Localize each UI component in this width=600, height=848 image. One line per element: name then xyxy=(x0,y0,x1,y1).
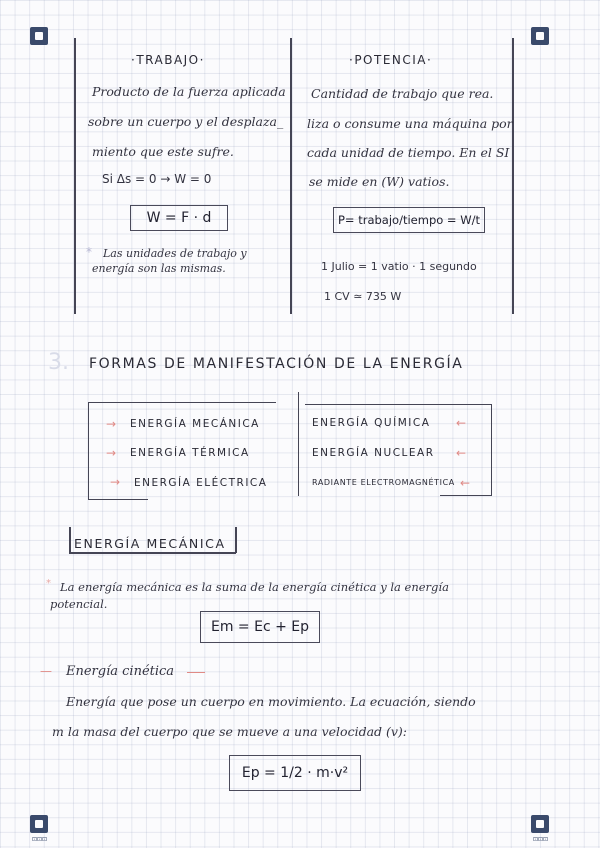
corner-mark-top-left xyxy=(30,27,48,45)
mecanica-line-2: potencial. xyxy=(50,597,108,611)
form-left-item: ENERGÍA MECÁNICA xyxy=(130,418,260,430)
mecanica-title-box-right xyxy=(235,527,237,553)
arrow-right-icon: → xyxy=(106,446,117,460)
mecanica-title: ENERGÍA MECÁNICA xyxy=(74,536,226,551)
cinetica-line-1: Energía que pose un cuerpo en movimiento. La ecuación, siendo xyxy=(66,694,476,709)
mecanica-bullet: * xyxy=(46,578,51,589)
potencia-equivalence-2: 1 CV ≃ 735 W xyxy=(324,290,402,303)
potencia-heading: ·POTENCIA· xyxy=(349,53,433,67)
trabajo-note-line-2: energía son las mismas. xyxy=(92,262,226,275)
form-left-item: ENERGÍA TÉRMICA xyxy=(130,447,250,459)
box-right-border xyxy=(512,38,514,314)
forms-bracket-right-bottom xyxy=(440,495,492,496)
cinetica-title-rule xyxy=(187,672,205,673)
potencia-line-4: se mide en (W) vatios. xyxy=(309,174,450,189)
corner-mark-bottom-left xyxy=(30,815,48,833)
forms-bracket-right-side xyxy=(491,404,492,496)
form-right-item: ENERGÍA NUCLEAR xyxy=(312,447,435,459)
trabajo-note-line-1: Las unidades de trabajo y xyxy=(103,247,247,260)
trabajo-line-1: Producto de la fuerza aplicada xyxy=(92,84,286,99)
trabajo-heading: ·TRABAJO· xyxy=(131,53,205,67)
section-number: 3. xyxy=(48,350,69,375)
corner-label-bottom-right: ⊡⊡⊡ xyxy=(533,836,549,843)
corner-label-bottom-left: ⊡⊡⊡ xyxy=(32,836,48,843)
potencia-line-3: cada unidad de tiempo. En el SI xyxy=(307,145,510,160)
cinetica-formula: Ep = 1/2 · m·v² xyxy=(229,755,361,791)
trabajo-condition: Si Δs = 0 → W = 0 xyxy=(102,172,212,186)
forms-bracket-left-top xyxy=(88,402,276,403)
section-title: FORMAS DE MANIFESTACIÓN DE LA ENERGÍA xyxy=(89,356,464,372)
forms-divider xyxy=(298,392,299,496)
cinetica-title: Energía cinética xyxy=(66,664,175,679)
potencia-formula: P= trabajo/tiempo = W/t xyxy=(333,207,485,233)
trabajo-formula: W = F · d xyxy=(130,205,228,231)
potencia-line-2: liza o consume una máquina por xyxy=(307,116,513,131)
form-right-item: RADIANTE ELECTROMAGNÉTICA xyxy=(312,478,455,487)
arrow-right-icon: → xyxy=(106,417,117,431)
box-left-border xyxy=(74,38,76,314)
potencia-line-1: Cantidad de trabajo que rea. xyxy=(311,86,494,101)
trabajo-note-star: * xyxy=(86,245,92,259)
form-right-item: ENERGÍA QUÍMICA xyxy=(312,417,431,429)
cinetica-dash-left: — xyxy=(40,664,52,678)
forms-bracket-right-top xyxy=(305,404,491,405)
trabajo-line-2: sobre un cuerpo y el desplaza_ xyxy=(88,114,284,129)
form-left-item: ENERGÍA ELÉCTRICA xyxy=(134,477,268,489)
arrow-left-icon: ← xyxy=(460,476,471,490)
arrow-left-icon: ← xyxy=(456,416,467,430)
corner-mark-top-right xyxy=(531,27,549,45)
mecanica-formula: Em = Ec + Ep xyxy=(200,611,320,643)
forms-bracket-left-side xyxy=(88,402,89,500)
mecanica-line-1: La energía mecánica es la suma de la energía cinética y la energía xyxy=(60,580,449,594)
corner-mark-bottom-right xyxy=(531,815,549,833)
forms-bracket-left-bottom xyxy=(88,499,148,500)
box-middle-divider xyxy=(290,38,292,314)
mecanica-title-box-left xyxy=(69,527,71,553)
trabajo-line-3: miento que este sufre. xyxy=(92,144,234,159)
arrow-left-icon: ← xyxy=(456,446,467,460)
arrow-right-icon: → xyxy=(110,475,121,489)
mecanica-title-underline xyxy=(69,552,236,554)
cinetica-line-2: m la masa del cuerpo que se mueve a una velocidad (v): xyxy=(52,724,408,739)
potencia-equivalence-1: 1 Julio = 1 vatio · 1 segundo xyxy=(321,260,477,273)
